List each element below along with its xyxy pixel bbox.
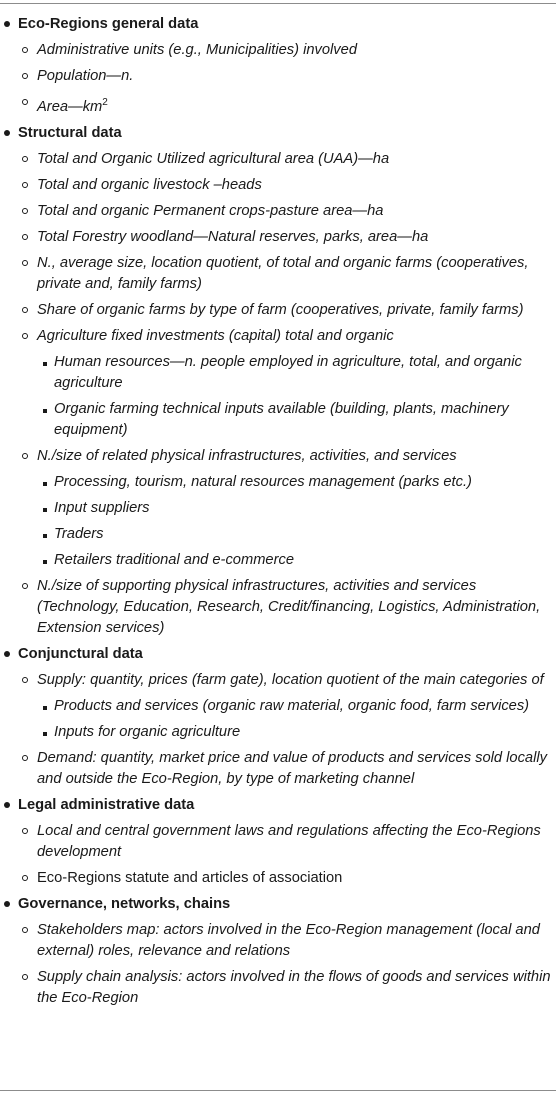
list-item-text: N./size of related physical infrastructures, activities, and services <box>37 448 457 464</box>
section-heading <box>0 123 556 144</box>
filled-bullet-icon <box>4 901 10 907</box>
list-item <box>0 201 556 222</box>
list-item-text: Total Forestry woodland—Natural reserves, parks, area—ha <box>37 229 429 245</box>
section-heading <box>0 894 556 915</box>
sub-list-item <box>0 550 556 571</box>
sub-list-item-text: Products and services (organic raw material, organic food, farm services) <box>54 698 530 714</box>
list-item-text: N./size of supporting physical infrastructures, activities and services (Technology, Education, Research, Credit/financing, Logistics, Administration, Extension services) <box>37 578 541 636</box>
sub-list-item-text: Human resources—n. people employed in agriculture, total, and organic agriculture <box>54 354 522 391</box>
hollow-bullet-icon <box>22 182 28 188</box>
section-heading-text: Legal administrative data <box>18 797 195 813</box>
list-item-text: Supply chain analysis: actors involved in the flows of goods and services within the Eco-Region <box>37 969 551 1006</box>
hollow-bullet-icon <box>22 333 28 339</box>
hollow-bullet-icon <box>22 974 28 980</box>
section-heading-text: Governance, networks, chains <box>18 896 231 912</box>
square-bullet-icon <box>43 508 47 512</box>
list-item <box>0 175 556 196</box>
sub-list-item <box>0 524 556 545</box>
list-item <box>0 92 556 118</box>
section-heading <box>0 795 556 816</box>
list-item-text: Eco-Regions statute and articles of association <box>37 870 343 886</box>
sub-list-item-text: Traders <box>54 526 104 542</box>
hollow-bullet-icon <box>22 208 28 214</box>
square-bullet-icon <box>43 534 47 538</box>
bottom-rule <box>0 1090 556 1091</box>
list-item-text: N., average size, location quotient, of total and organic farms (cooperatives, private and, family farms) <box>37 255 529 292</box>
list-item-text: Demand: quantity, market price and value of products and services sold locally and outside the Eco-Region, by type of marketing channel <box>37 750 547 787</box>
list-item-text: Area—km <box>37 99 103 115</box>
filled-bullet-icon <box>4 802 10 808</box>
sub-list-item <box>0 722 556 743</box>
superscript: 2 <box>102 97 108 108</box>
hollow-bullet-icon <box>22 307 28 313</box>
section-heading-text: Structural data <box>18 125 122 141</box>
list-item <box>0 821 556 863</box>
square-bullet-icon <box>43 732 47 736</box>
list-item-text: Local and central government laws and regulations affecting the Eco-Regions development <box>37 823 541 860</box>
list-item <box>0 446 556 467</box>
section-heading <box>0 14 556 35</box>
list-item <box>0 253 556 295</box>
list-item-text: Total and Organic Utilized agricultural area (UAA)—ha <box>37 151 390 167</box>
square-bullet-icon <box>43 409 47 413</box>
hollow-bullet-icon <box>22 260 28 266</box>
list-item-text: Share of organic farms by type of farm (cooperatives, private, family farms) <box>37 302 524 318</box>
hollow-bullet-icon <box>22 47 28 53</box>
sub-list-item <box>0 472 556 493</box>
section-heading-text: Eco-Regions general data <box>18 16 199 32</box>
hollow-bullet-icon <box>22 73 28 79</box>
hollow-bullet-icon <box>22 453 28 459</box>
square-bullet-icon <box>43 362 47 366</box>
hollow-bullet-icon <box>22 234 28 240</box>
list-item <box>0 300 556 321</box>
sub-list-item <box>0 696 556 717</box>
list-item <box>0 576 556 639</box>
section-heading <box>0 644 556 665</box>
sub-list-item <box>0 498 556 519</box>
square-bullet-icon <box>43 560 47 564</box>
sub-list-item-text: Organic farming technical inputs available (building, plants, machinery equipment) <box>54 401 509 438</box>
hollow-bullet-icon <box>22 875 28 881</box>
sub-list-item <box>0 352 556 394</box>
hollow-bullet-icon <box>22 755 28 761</box>
list-item <box>0 967 556 1009</box>
list-item <box>0 748 556 790</box>
outline-list <box>0 9 556 1009</box>
filled-bullet-icon <box>4 21 10 27</box>
list-item-text: Administrative units (e.g., Municipalities) involved <box>37 42 357 58</box>
top-rule <box>0 3 556 4</box>
list-item-text: Supply: quantity, prices (farm gate), location quotient of the main categories of <box>37 672 544 688</box>
list-item-text: Agriculture fixed investments (capital) total and organic <box>37 328 394 344</box>
list-item <box>0 40 556 61</box>
hollow-bullet-icon <box>22 156 28 162</box>
list-item <box>0 66 556 87</box>
list-item-text: Population—n. <box>37 68 134 84</box>
square-bullet-icon <box>43 706 47 710</box>
filled-bullet-icon <box>4 130 10 136</box>
sub-list-item-text: Input suppliers <box>54 500 150 516</box>
hollow-bullet-icon <box>22 828 28 834</box>
list-item-text: Total and organic Permanent crops-pasture area—ha <box>37 203 384 219</box>
list-item <box>0 868 556 889</box>
list-item <box>0 149 556 170</box>
square-bullet-icon <box>43 482 47 486</box>
hollow-bullet-icon <box>22 583 28 589</box>
list-item-text: Total and organic livestock –heads <box>37 177 262 193</box>
sub-list-item-text: Inputs for organic agriculture <box>54 724 241 740</box>
list-item <box>0 227 556 248</box>
sub-list-item-text: Retailers traditional and e-commerce <box>54 552 294 568</box>
filled-bullet-icon <box>4 651 10 657</box>
sub-list-item <box>0 399 556 441</box>
list-item-text: Stakeholders map: actors involved in the Eco-Region management (local and external) roles, relevance and relations <box>37 922 540 959</box>
list-item <box>0 326 556 347</box>
sub-list-item-text: Processing, tourism, natural resources management (parks etc.) <box>54 474 472 490</box>
hollow-bullet-icon <box>22 927 28 933</box>
list-item <box>0 670 556 691</box>
hollow-bullet-icon <box>22 99 28 105</box>
list-item <box>0 920 556 962</box>
section-heading-text: Conjunctural data <box>18 646 143 662</box>
hollow-bullet-icon <box>22 677 28 683</box>
